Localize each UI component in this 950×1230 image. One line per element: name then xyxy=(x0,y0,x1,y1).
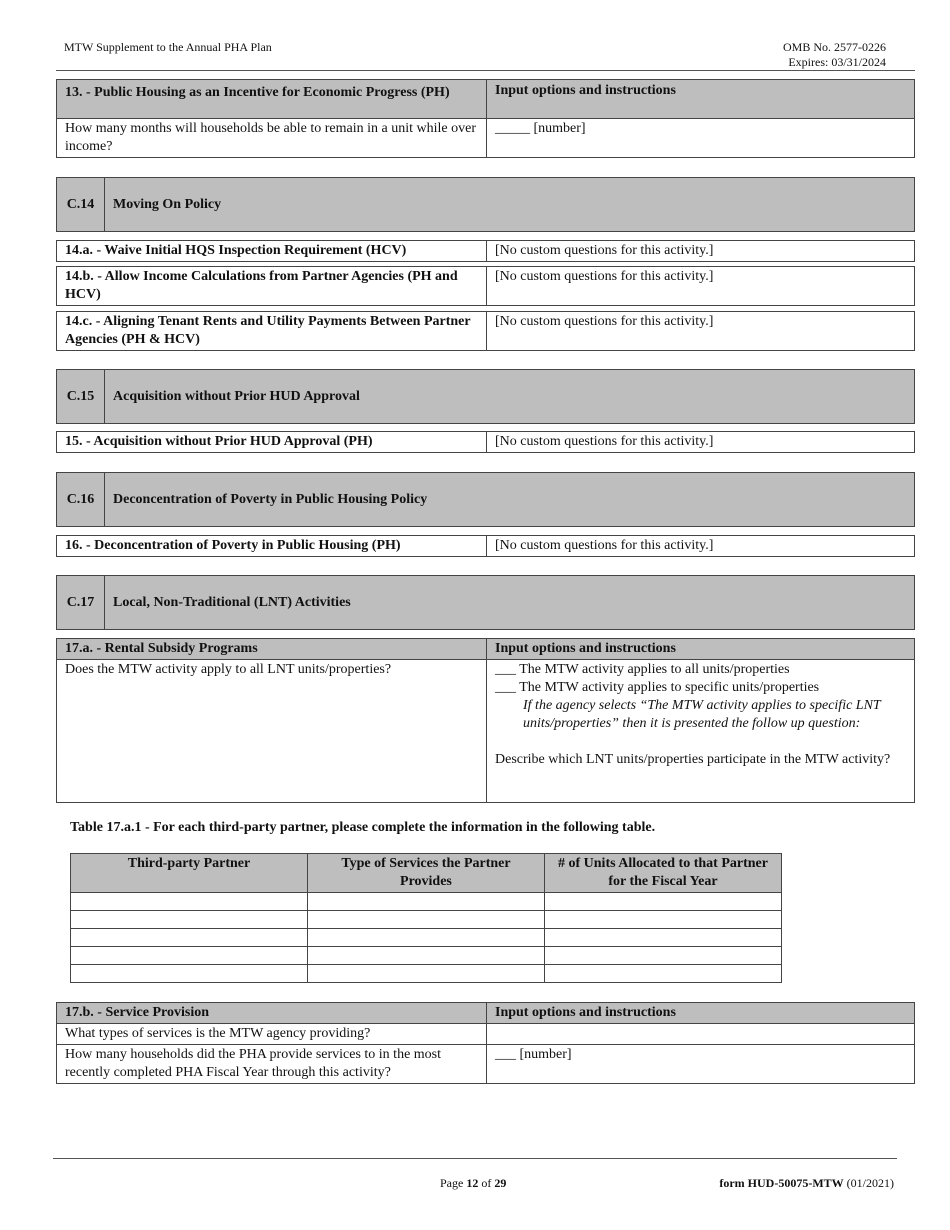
partner-cell[interactable] xyxy=(71,947,308,965)
row-label: 16. - Deconcentration of Poverty in Public Housing (PH) xyxy=(57,536,487,557)
row-label: 14.a. - Waive Initial HQS Inspection Requirement (HCV) xyxy=(57,241,487,262)
table-row xyxy=(71,911,782,929)
row-value: [No custom questions for this activity.] xyxy=(487,432,915,453)
section-c16-header xyxy=(56,472,915,527)
table-17b xyxy=(56,1002,915,1084)
table-row xyxy=(71,947,782,965)
s17a-col2-header: Input options and instructions xyxy=(487,639,915,660)
partner-cell[interactable] xyxy=(71,965,308,983)
row-label: 14.b. - Allow Income Calculations from Partner Agencies (PH and HCV) xyxy=(57,267,487,306)
s17b-title: 17.b. - Service Provision xyxy=(57,1003,487,1024)
omb-info xyxy=(783,40,886,70)
table-17a1-caption: Table 17.a.1 - For each third-party partner, please complete the information in the following table. xyxy=(70,820,656,835)
omb-number: OMB No. 2577-0226 xyxy=(782,40,886,54)
services-cell[interactable] xyxy=(307,929,544,947)
table-14b xyxy=(56,266,915,306)
page-number: Page 12 of 29 xyxy=(440,1176,507,1190)
table-14c xyxy=(56,311,915,351)
row-value: [No custom questions for this activity.] xyxy=(487,536,915,557)
partner-col-header: Third-party Partner xyxy=(71,854,308,893)
followup-instruction: If the agency selects “The MTW activity applies to specific LNT units/properties” then it is presented the follow up question: xyxy=(523,698,881,731)
row-label: 15. - Acquisition without Prior HUD Approval (PH) xyxy=(57,432,487,453)
omb-expiration: Expires: 03/31/2024 xyxy=(788,55,886,69)
services-col-header: Type of Services the Partner Provides xyxy=(307,854,544,893)
partner-cell[interactable] xyxy=(71,893,308,911)
form-id: form HUD-50075-MTW (01/2021) xyxy=(719,1176,894,1190)
units-cell[interactable] xyxy=(544,893,781,911)
units-cell[interactable] xyxy=(544,947,781,965)
s13-col2-header: Input options and instructions xyxy=(487,80,915,119)
section-title: Acquisition without Prior HUD Approval xyxy=(113,388,360,404)
header-rule xyxy=(56,70,915,71)
option-all-units[interactable]: ___ The MTW activity applies to all units/properties xyxy=(495,662,790,677)
table-13 xyxy=(56,79,915,158)
s13-title: 13. - Public Housing as an Incentive for Economic Progress (PH) xyxy=(57,80,487,119)
section-title: Local, Non-Traditional (LNT) Activities xyxy=(113,594,351,610)
services-cell[interactable] xyxy=(307,965,544,983)
services-cell[interactable] xyxy=(307,893,544,911)
footer-rule xyxy=(53,1158,897,1159)
section-title: Deconcentration of Poverty in Public Housing Policy xyxy=(113,491,428,507)
row-value: [No custom questions for this activity.] xyxy=(487,241,915,262)
table-16 xyxy=(56,535,915,557)
row-label: 14.c. - Aligning Tenant Rents and Utility Payments Between Partner Agencies (PH & HCV) xyxy=(57,312,487,351)
units-cell[interactable] xyxy=(544,965,781,983)
table-row xyxy=(71,893,782,911)
row-value: [No custom questions for this activity.] xyxy=(487,312,915,351)
partner-cell[interactable] xyxy=(71,929,308,947)
table-15 xyxy=(56,431,915,453)
s17b-answer-2[interactable]: ___ [number] xyxy=(487,1045,915,1084)
partner-cell[interactable] xyxy=(71,911,308,929)
s13-answer-field[interactable]: _____ [number] xyxy=(487,119,915,158)
option-specific-units[interactable]: ___ The MTW activity applies to specific units/properties xyxy=(495,680,820,695)
table-row xyxy=(71,965,782,983)
row-value: [No custom questions for this activity.] xyxy=(487,267,915,306)
section-number: C.16 xyxy=(57,473,105,526)
section-c17-header xyxy=(56,575,915,630)
services-cell[interactable] xyxy=(307,947,544,965)
s17b-col2-header: Input options and instructions xyxy=(487,1003,915,1024)
units-cell[interactable] xyxy=(544,911,781,929)
section-number: C.14 xyxy=(57,178,105,231)
table-row xyxy=(71,929,782,947)
section-c14-header xyxy=(56,177,915,232)
running-header-title: MTW Supplement to the Annual PHA Plan xyxy=(64,40,272,54)
s17a-question: Does the MTW activity apply to all LNT units/properties? xyxy=(57,660,487,803)
units-col-header: # of Units Allocated to that Partner for the Fiscal Year xyxy=(544,854,781,893)
section-number: C.15 xyxy=(57,370,105,423)
s17b-question-2: How many households did the PHA provide services to in the most recently completed PHA Fiscal Year through this activity? xyxy=(57,1045,487,1084)
s17b-question-1: What types of services is the MTW agency providing? xyxy=(57,1024,487,1045)
table-17a xyxy=(56,638,915,803)
partner-table xyxy=(70,853,782,983)
s17a-options xyxy=(487,660,915,803)
s13-question: How many months will households be able to remain in a unit while over income? xyxy=(57,119,487,158)
s17a-title: 17.a. - Rental Subsidy Programs xyxy=(57,639,487,660)
section-number: C.17 xyxy=(57,576,105,629)
section-title: Moving On Policy xyxy=(113,196,222,212)
s17b-answer-1[interactable] xyxy=(487,1024,915,1045)
table-14a xyxy=(56,240,915,262)
followup-question: Describe which LNT units/properties participate in the MTW activity? xyxy=(495,752,891,767)
units-cell[interactable] xyxy=(544,929,781,947)
section-c15-header xyxy=(56,369,915,424)
services-cell[interactable] xyxy=(307,911,544,929)
